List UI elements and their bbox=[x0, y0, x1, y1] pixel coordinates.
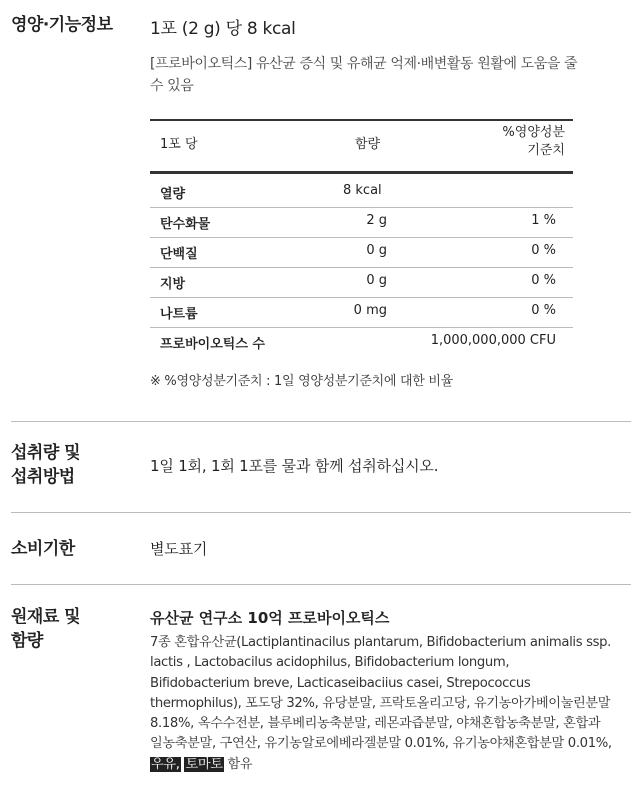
row-percent: 0 % bbox=[531, 243, 556, 258]
row-name: 열량 bbox=[160, 187, 186, 202]
row-name: 단백질 bbox=[160, 247, 198, 262]
row-amount: 0 mg bbox=[353, 303, 387, 318]
section-divider bbox=[11, 584, 631, 585]
row-amount: 0 g bbox=[366, 273, 387, 288]
table-row-carbohydrate bbox=[150, 208, 573, 238]
row-amount: 1,000,000,000 CFU bbox=[430, 333, 556, 348]
header-per-serving: 1포 당 bbox=[160, 137, 198, 152]
expiry-label: 소비기한 bbox=[11, 539, 75, 559]
ingredients-label bbox=[11, 605, 80, 653]
header-daily-value-line1: %영양성분 bbox=[502, 125, 565, 140]
table-row-fat bbox=[150, 268, 573, 298]
allergen-highlight-milk: 우유, bbox=[151, 756, 180, 772]
ingredients-body: 7종 혼합유산균(Lactiplantinacilus plantarum, Bifidobacterium animalis ssp. lactis , Lactobacilus acidophilus, Bifidobacterium longum, Bifidobacterium breve, Lacticaseibaciius casei, Strepococcus thermophilus), 포도당 32%, 유당분말, 프락토올리고당, 유기농아가베이눌린분말 8.18%, 옥수수전분, 블루베리농축분말, 레몬과즙분말, 야채혼합농축분말, 혼합과일농축분말, 구연산, 유기농알로에베라겔분말 0.01%, 유기농야채혼합분말 0.01%, bbox=[150, 635, 612, 752]
row-name: 프로바이오틱스 수 bbox=[160, 337, 265, 352]
row-amount: 0 g bbox=[366, 243, 387, 258]
row-percent: 0 % bbox=[531, 273, 556, 288]
ingredients-label-line1: 원재료 및 bbox=[11, 607, 81, 627]
intake-value: 1일 1회, 1회 1포를 물과 함께 섭취하십시오. bbox=[150, 457, 439, 475]
nutrition-table bbox=[150, 119, 573, 357]
expiry-value: 별도표기 bbox=[150, 540, 208, 558]
intake-label bbox=[11, 441, 80, 489]
row-name: 탄수화물 bbox=[160, 217, 211, 232]
ingredients-suffix: 함유 bbox=[223, 756, 253, 772]
row-percent: 0 % bbox=[531, 303, 556, 318]
row-name: 나트륨 bbox=[160, 307, 198, 322]
header-daily-value-line2: 기준치 bbox=[527, 143, 565, 158]
row-amount: 8 kcal bbox=[343, 183, 382, 198]
table-row-probiotics bbox=[150, 328, 573, 357]
section-divider bbox=[11, 512, 631, 513]
intake-label-line2: 섭취방법 bbox=[11, 467, 75, 487]
section-divider bbox=[11, 421, 631, 422]
nutrition-table-header bbox=[150, 119, 573, 171]
serving-info: 1포 (2 g) 당 8 kcal bbox=[150, 19, 296, 39]
intake-label-line1: 섭취량 및 bbox=[11, 443, 81, 463]
function-description: [프로바이오틱스] 유산균 증식 및 유해균 억제·배변활동 원활에 도움을 줄 수 있음 bbox=[150, 56, 578, 94]
header-daily-value bbox=[455, 124, 565, 160]
allergen-highlight-tomato: 토마토 bbox=[185, 756, 223, 772]
nutrition-label: 영양·기능정보 bbox=[11, 15, 113, 35]
product-name: 유산균 연구소 10억 프로바이오틱스 bbox=[150, 609, 390, 627]
table-row-sodium bbox=[150, 298, 573, 328]
daily-value-note: ※ %영양성분기준치 : 1일 영양성분기준치에 대한 비율 bbox=[150, 374, 453, 389]
ingredients-label-line2: 함량 bbox=[11, 631, 43, 651]
table-row-calories bbox=[150, 178, 573, 208]
row-percent: 1 % bbox=[531, 213, 556, 228]
table-row-protein bbox=[150, 238, 573, 268]
ingredients-text bbox=[150, 633, 612, 775]
table-divider-bar bbox=[150, 171, 573, 174]
row-name: 지방 bbox=[160, 277, 186, 292]
header-amount: 함량 bbox=[355, 137, 381, 152]
row-amount: 2 g bbox=[366, 213, 387, 228]
